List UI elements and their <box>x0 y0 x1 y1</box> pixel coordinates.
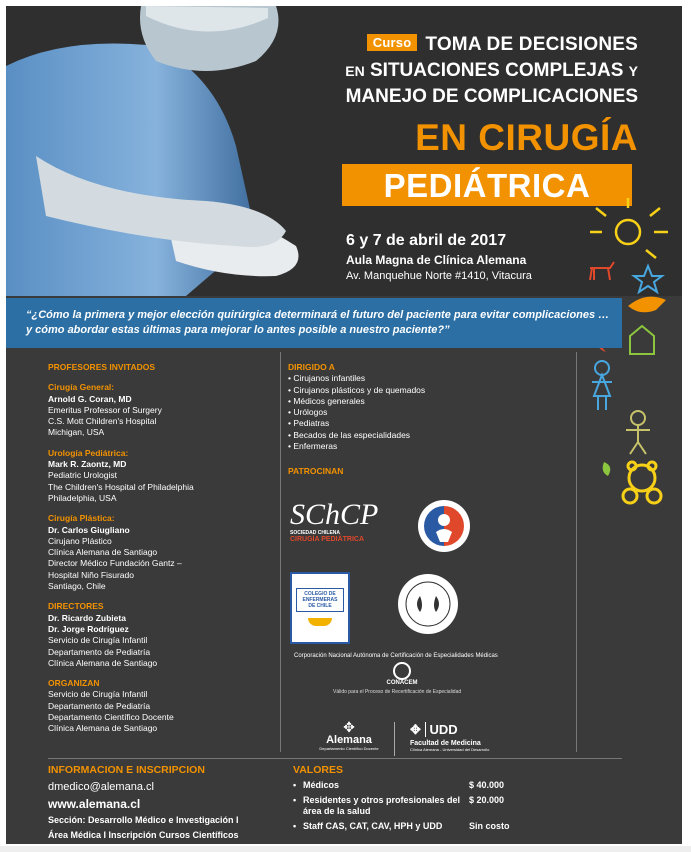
quote-line-1: “¿Cómo la primera y mejor elección quirúrgica determinará el futuro del paciente para evitar complicaciones … <box>26 309 610 321</box>
inscripcion-line-2: Área Médica I Inscripción Cursos Científicos <box>48 830 239 840</box>
valor-row <box>293 780 533 791</box>
schcp-sub-1: SOCIEDAD CHILENA <box>290 530 341 536</box>
udd-emblem-icon: ✥ <box>410 722 421 737</box>
dirigido-item: • Urólogos <box>288 407 568 418</box>
lamp-icon <box>308 618 332 626</box>
group-2-line: Cirujano Plástico <box>48 535 112 546</box>
directores-line: Departamento de Pediatría <box>48 646 151 657</box>
dirigido-item: • Cirujanos infantiles <box>288 373 568 384</box>
organizan-line: Departamento Científico Docente <box>48 712 174 723</box>
sun-icon <box>590 198 668 258</box>
organizan-title: ORGANIZAN <box>48 678 100 689</box>
colegio-line: DE CHILE <box>308 603 332 609</box>
directores-line: Clínica Alemana de Santiago <box>48 657 158 668</box>
conacem-emblem-icon <box>393 662 411 680</box>
group-0-line: Michigan, USA <box>48 427 105 438</box>
schcp-logo <box>290 500 400 543</box>
valor-label: • Staff CAS, CAT, CAV, HPH y UDD <box>293 821 469 832</box>
valores-title: VALORES <box>293 764 343 776</box>
bear-icon <box>623 462 661 503</box>
quote-banner <box>6 298 622 348</box>
dirigido-item: • Enfermeras <box>288 441 568 452</box>
dirigido-list <box>288 373 568 452</box>
inscripcion-line-1: Sección: Desarrollo Médico e Investigación I <box>48 815 239 825</box>
alemana-emblem-icon: ✥ <box>343 719 355 735</box>
group-0-sub: Cirugía General: <box>48 382 115 393</box>
dirigido-item: • Médicos generales <box>288 396 568 407</box>
dog-icon <box>590 262 614 280</box>
udd-logo <box>410 722 510 752</box>
conacem-sub: Válido para el Proceso de Recertificación de Especialidad <box>333 689 462 695</box>
organizan-line: Servicio de Cirugía Infantil <box>48 689 148 700</box>
group-2-line: Director Médico Fundación Gantz – <box>48 558 182 569</box>
alemana-logo <box>314 720 384 751</box>
valor-label: • Residentes y otros profesionales del área de la salud <box>293 795 469 817</box>
course-poster <box>6 6 682 844</box>
schcp-sub-2: CIRUGÍA PEDIÁTRICA <box>290 536 365 543</box>
group-2-line: Clínica Alemana de Santiago <box>48 547 158 558</box>
event-venue: Aula Magna de Clínica Alemana <box>346 253 527 267</box>
contact-email[interactable]: dmedico@alemana.cl <box>48 781 154 793</box>
title-big-pediatrica: PEDIÁTRICA <box>342 164 632 206</box>
dirigido-item: • Cirujanos plásticos y de quemados <box>288 385 568 396</box>
conacem-text: Corporación Nacional Autónoma de Certificación de Especialidades Médicas <box>294 653 498 659</box>
dirigido-item: • Pediatras <box>288 418 568 429</box>
sociedad-urologia-logo <box>396 572 460 636</box>
dirigido-item: • Becados de las especialidades <box>288 430 568 441</box>
group-2-sub: Cirugía Plástica: <box>48 513 115 524</box>
group-1-line: Pediatric Urologist <box>48 470 117 481</box>
star-icon <box>634 266 662 292</box>
bottom-strip <box>0 846 691 852</box>
dirigido-title: DIRIGIDO A <box>288 362 335 372</box>
valores-block <box>293 764 533 832</box>
title-line-2-y: Y <box>628 63 638 79</box>
title-line-2-en: EN <box>345 63 365 79</box>
profesores-title: PROFESORES INVITADOS <box>48 362 156 372</box>
title-line-2: SITUACIONES COMPLEJAS <box>370 60 624 81</box>
child-drawings-illustration <box>580 196 682 526</box>
event-date: 6 y 7 de abril de 2017 <box>346 232 507 249</box>
conacem-logo-text: CONACEM <box>386 680 418 686</box>
group-1-line: The Children's Hospital of Philadelphia <box>48 481 194 492</box>
organizan-line: Clínica Alemana de Santiago <box>48 723 158 734</box>
leaf-icon <box>603 462 611 476</box>
left-column <box>48 362 274 735</box>
inscripcion-block <box>48 764 239 841</box>
director-name: Dr. Ricardo Zubieta <box>48 612 126 623</box>
group-1-name: Mark R. Zaontz, MD <box>48 459 127 470</box>
group-0-line: C.S. Mott Children's Hospital <box>48 416 157 427</box>
event-address: Av. Manquehue Norte #1410, Vitacura <box>346 270 532 282</box>
boy-icon <box>626 411 650 454</box>
contact-website[interactable]: www.alemana.cl <box>48 797 141 811</box>
alemana-sub: Departamento Científico Docente <box>319 746 379 751</box>
udd-title: Facultad de Medicina <box>410 740 481 747</box>
title-line-3: MANEJO DE COMPLICACIONES <box>345 86 638 107</box>
title-big-cirugia: EN CIRUGÍA <box>415 117 638 158</box>
group-1-sub: Urología Pediátrica: <box>48 447 129 458</box>
group-2-line: Hospital Niño Fisurado <box>48 569 134 580</box>
schcp-logo-text: SChCP <box>290 498 379 531</box>
colegio-line: ENFERMERAS <box>302 597 338 603</box>
valor-price: Sin costo <box>469 821 510 831</box>
group-0-line: Emeritus Professor of Surgery <box>48 404 162 415</box>
group-2-line: Santiago, Chile <box>48 581 106 592</box>
valor-price: $ 40.000 <box>469 780 505 790</box>
alemana-logo-text: Alemana <box>326 734 372 746</box>
directores-line: Servicio de Cirugía Infantil <box>48 635 148 646</box>
valor-label: • Médicos <box>293 780 469 791</box>
curso-badge: Curso <box>367 34 418 51</box>
group-2-name: Dr. Carlos Giugliano <box>48 524 130 535</box>
course-title-block <box>345 34 638 108</box>
group-0-name: Arnold G. Coran, MD <box>48 393 132 404</box>
surgeon-illustration <box>6 6 306 296</box>
title-line-1: TOMA DE DECISIONES <box>425 34 638 55</box>
colegio-line: COLEGIO DE <box>304 591 336 597</box>
girl-icon <box>592 361 612 410</box>
valor-row <box>293 821 533 832</box>
sociedad-pediatria-logo <box>416 498 472 554</box>
quote-line-2: y cómo abordar estas últimas para mejorar lo antes posible a nuestro paciente?” <box>26 324 450 336</box>
conacem-logo <box>382 662 422 686</box>
column-divider-right <box>576 352 577 752</box>
valor-row <box>293 795 533 817</box>
group-1-line: Philadelphia, USA <box>48 492 117 503</box>
bird-icon <box>628 297 666 313</box>
udd-sub: Clínica Alemana - Universidad del Desarrollo <box>410 747 490 752</box>
inscripcion-title: INFORMACION E INSCRIPCION <box>48 764 205 776</box>
udd-logo-text: UDD <box>425 722 458 737</box>
column-divider-left <box>280 352 281 752</box>
directores-title: DIRECTORES <box>48 601 104 612</box>
director-name: Dr. Jorge Rodríguez <box>48 623 129 634</box>
house-icon <box>630 326 654 354</box>
logo-divider <box>394 722 395 756</box>
organizan-line: Departamento de Pediatría <box>48 700 151 711</box>
valor-price: $ 20.000 <box>469 795 505 805</box>
right-column <box>288 362 568 478</box>
patrocinan-title: PATROCINAN <box>288 466 344 477</box>
footer-divider <box>48 758 622 759</box>
colegio-enfermeras-logo <box>290 572 350 644</box>
